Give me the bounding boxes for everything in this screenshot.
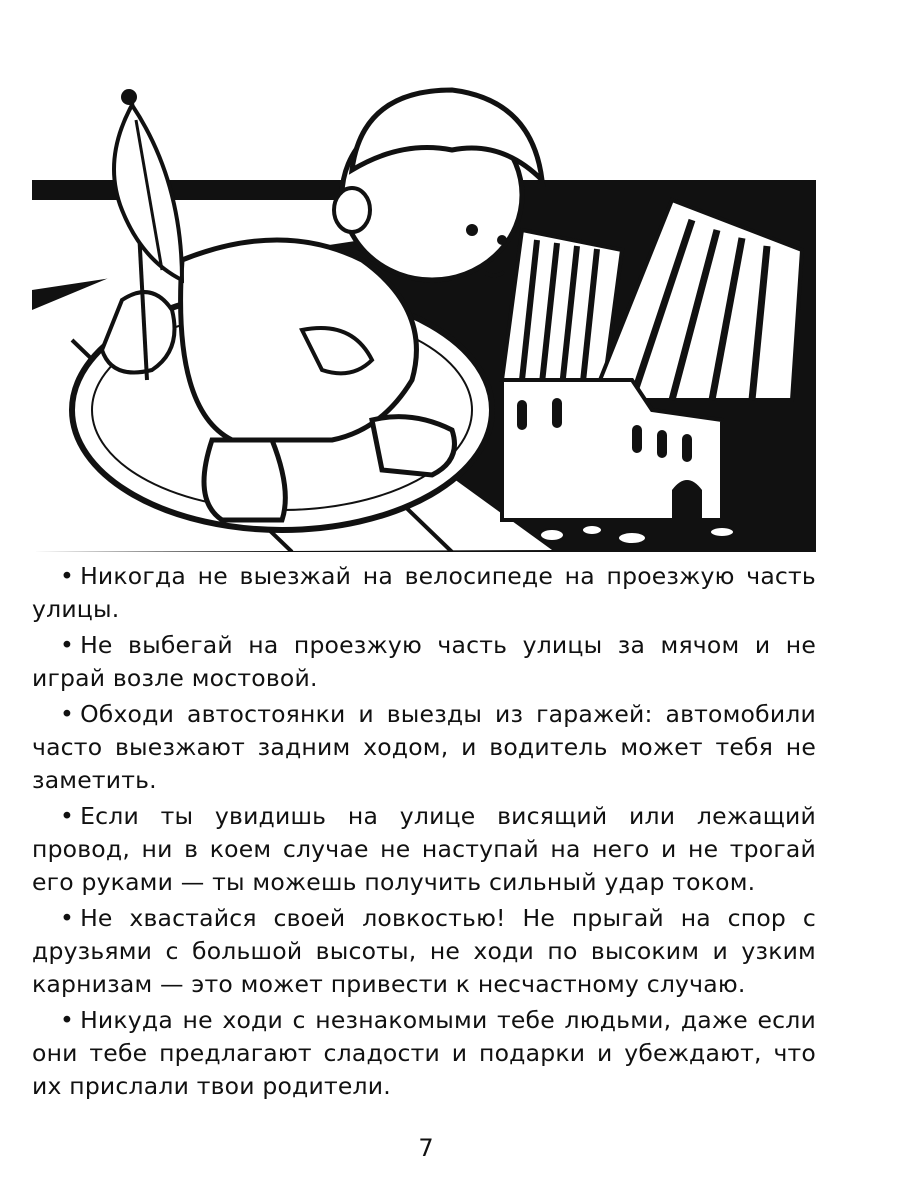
rule-paragraph-6: • Никуда не ходи с незнакомыми тебе людьми, даже если они тебе предлагают сладости и подарки и убеждают, что их прислали твои родители. [32,1006,816,1100]
boy-city-illustration-icon [32,80,816,552]
bullet: • [60,700,75,728]
rule-paragraph-2: • Не выбегай на проезжую часть улицы за мячом и не играй возле мостовой. [32,631,816,692]
bullet: • [60,631,75,659]
safety-rules-text [32,560,816,1106]
rule-paragraph-4: • Если ты увидишь на улице висящий или лежащий провод, ни в коем случае не наступай на него и не трогай его руками — ты можешь получить сильный удар током. [32,802,816,896]
bullet: • [60,562,75,590]
rule-paragraph-5: • Не хвастайся своей ловкостью! Не прыгай на спор с друзьями с большой высоты, не ходи по высоким и узким карнизам — это может привести к несчастному случаю. [32,904,816,998]
rule-paragraph-3: • Обходи автостоянки и выезды из гаражей: автомобили часто выезжают задним ходом, и водитель может тебя не заметить. [32,700,816,794]
bullet: • [60,1006,75,1034]
page-number: 7 [418,1134,434,1162]
rule-paragraph-1: • Никогда не выезжай на велосипеде на проезжую часть улицы. [32,562,816,623]
bullet: • [60,904,75,932]
illustration [32,80,816,552]
bullet: • [60,802,75,830]
